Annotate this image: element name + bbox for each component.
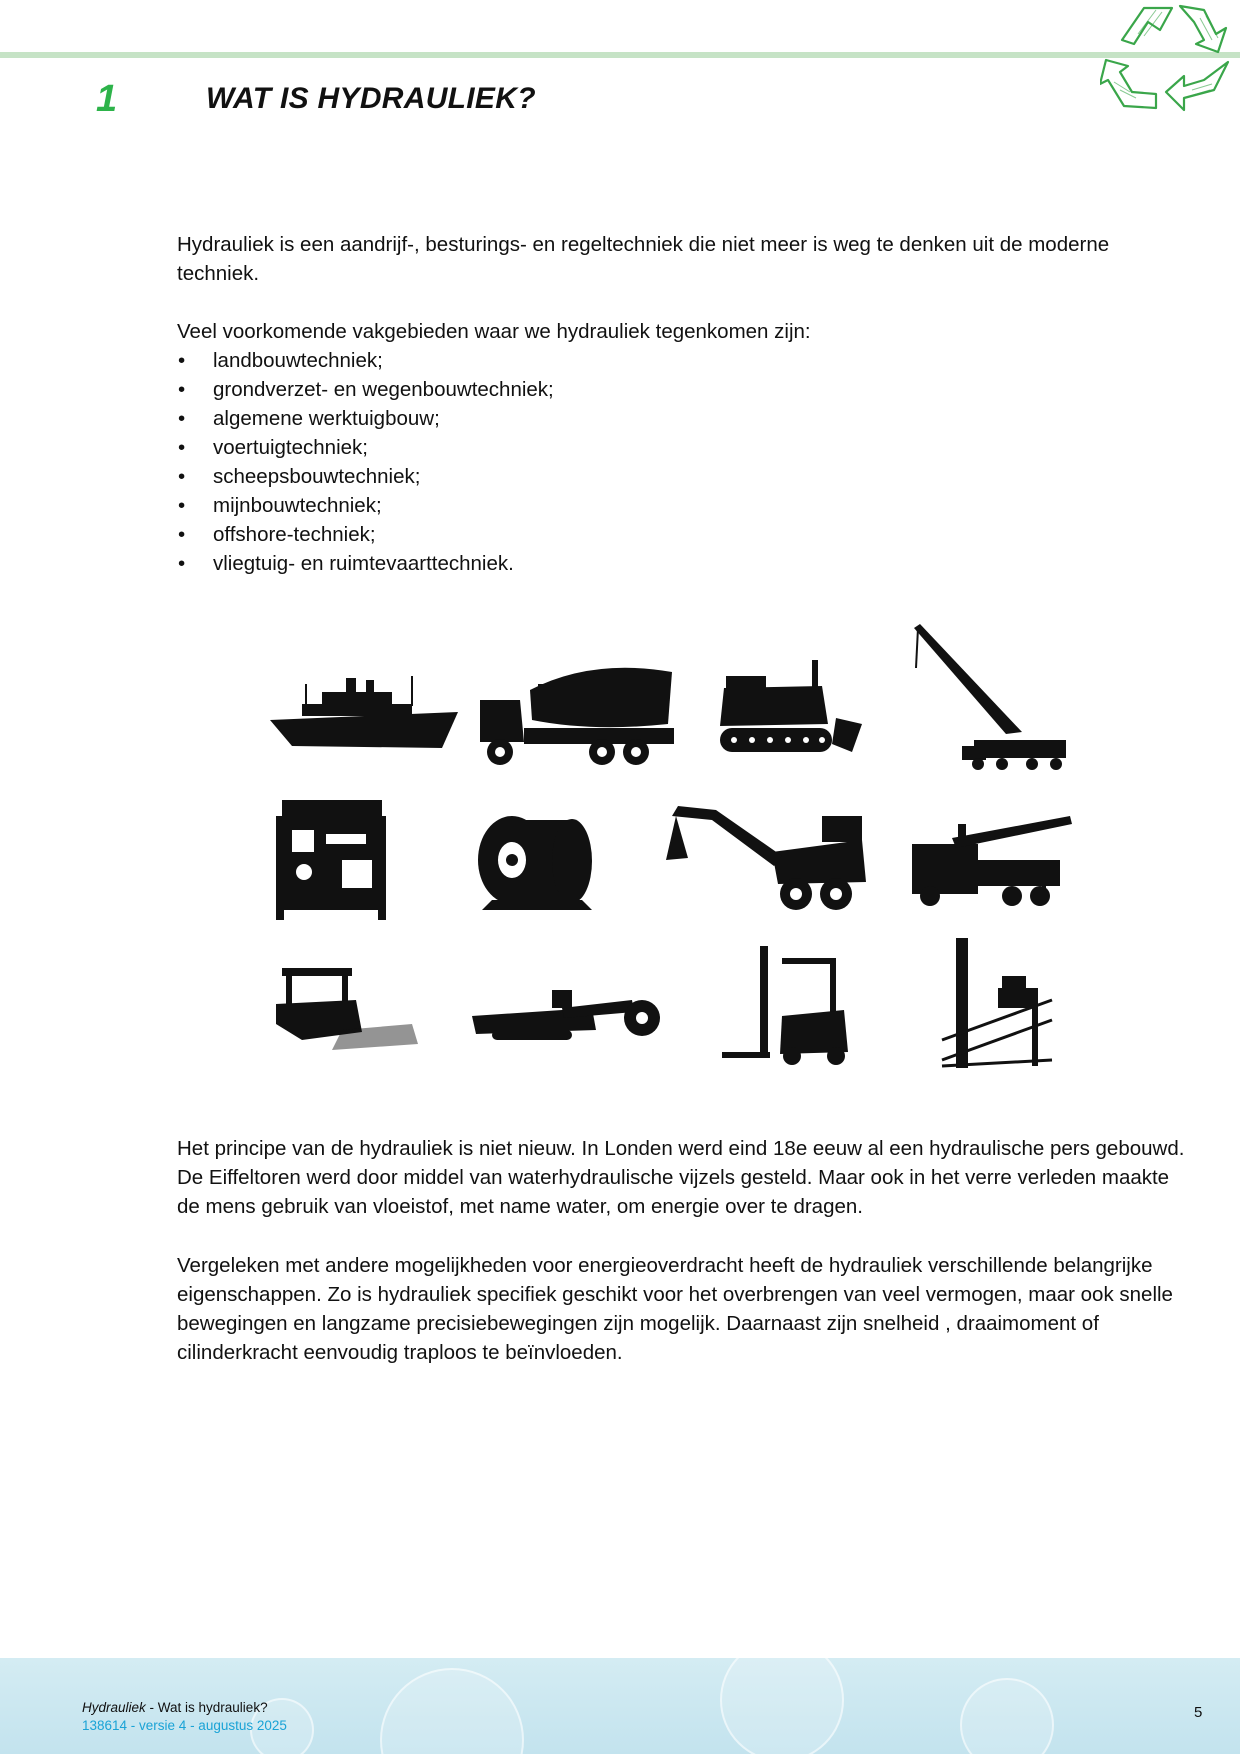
footer-title [82, 1700, 268, 1715]
properties-paragraph [177, 1251, 1187, 1367]
truck-crane-icon [912, 816, 1072, 906]
chapter-number: 1 [96, 78, 118, 120]
footer-book-title: Hydrauliek [82, 1700, 146, 1715]
history-text: Het principe van de hydrauliek is niet nieuw. In Londen werd eind 18e eeuw al een hydraulische pers gebouwd. De Eiffeltoren werd door middel van waterhydraulische vijzels gesteld. Maar ook in het verre verleden maakte de mens gebruik van vloeistof, met name water, om energie over te dragen. [177, 1137, 1185, 1218]
list-item: • offshore-techniek; [177, 520, 1187, 549]
list-item: • voertuigtechniek; [177, 433, 1187, 462]
fields-list [177, 346, 1187, 578]
fields-section [177, 317, 1187, 578]
footer-version: 138614 - versie 4 - augustus 2025 [82, 1718, 287, 1733]
list-item: • mijnbouwtechniek; [177, 491, 1187, 520]
forklift-icon [722, 946, 848, 1065]
intro-paragraph [177, 230, 1187, 288]
trencher-icon [472, 990, 660, 1040]
list-item: • scheepsbouwtechniek; [177, 462, 1187, 491]
intro-text: Hydrauliek is een aandrijf-, besturings- en regeltechniek die niet meer is weg te denken uit de moderne techniek. [177, 233, 1110, 285]
paver-icon [276, 968, 418, 1050]
list-item: • algemene werktuigbouw; [177, 404, 1187, 433]
decorative-bubble [720, 1658, 844, 1754]
mobile-crane-icon [914, 624, 1066, 770]
aerial-platform-icon [942, 938, 1052, 1068]
properties-text: Vergeleken met andere mogelijkheden voor energieoverdracht heeft de hydrauliek verschillende belangrijke eigenschappen. Zo is hydrauliek specifiek geschikt voor het overbrengen van veel vermogen, maar ook snelle bewegingen en langzame precisiebewegingen zijn mogelijk. Daarnaast zijn snelheid , draaimoment of cilinderkracht eenvoudig traploos te beïnvloeden. [177, 1254, 1173, 1364]
history-paragraph [177, 1134, 1187, 1221]
page-footer [0, 1658, 1240, 1754]
cable-reel-icon [478, 816, 592, 910]
footer-section: - Wat is hydrauliek? [145, 1700, 268, 1715]
wheeled-excavator-icon [666, 806, 866, 910]
list-item: • vliegtuig- en ruimtevaarttechniek. [177, 549, 1187, 578]
decorative-bubble [380, 1668, 524, 1754]
recycle-icon [1100, 0, 1240, 120]
header-rule [0, 52, 1240, 58]
page-number: 5 [1194, 1704, 1203, 1721]
list-item: • grondverzet- en wegenbouwtechniek; [177, 375, 1187, 404]
list-item: • landbouwtechniek; [177, 346, 1187, 375]
concrete-mixer-truck-icon [480, 668, 674, 765]
list-intro: Veel voorkomende vakgebieden waar we hydrauliek tegenkomen zijn: [177, 320, 811, 343]
hydraulic-power-unit-icon [276, 800, 386, 920]
chapter-title: WAT IS HYDRAULIEK? [206, 82, 536, 115]
bulldozer-icon [720, 660, 862, 752]
machines-illustration [262, 620, 1100, 1080]
ship-icon [270, 676, 458, 748]
decorative-bubble [960, 1678, 1054, 1754]
